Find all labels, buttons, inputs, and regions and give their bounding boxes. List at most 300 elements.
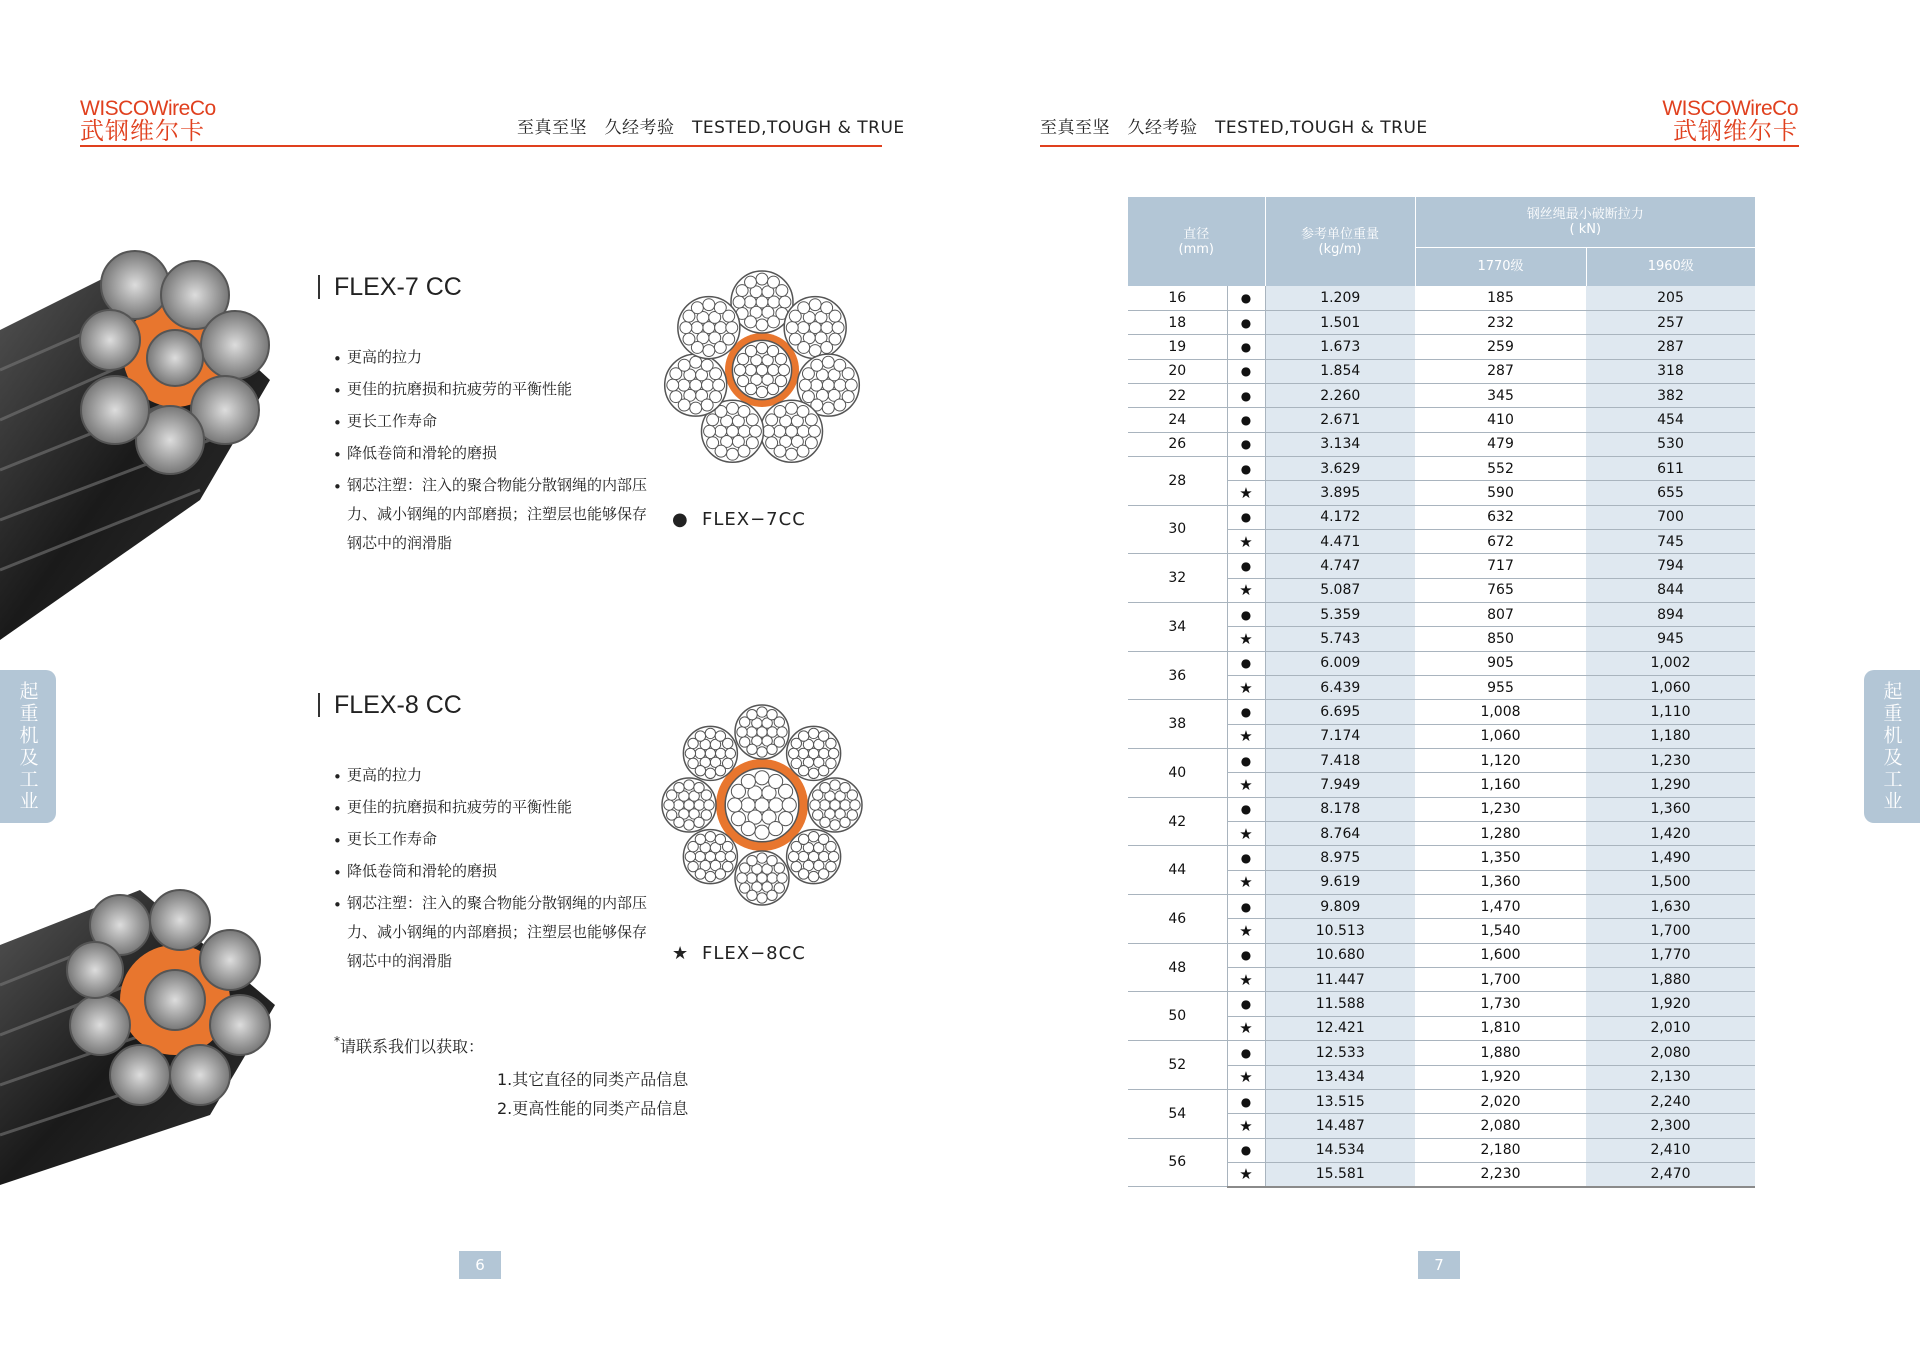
wire xyxy=(747,856,757,866)
brand-logo-en: WISCOWireCo xyxy=(1662,97,1798,120)
cell-weight: 13.434 xyxy=(1265,1065,1415,1089)
wire xyxy=(808,768,818,778)
cell-weight: 13.515 xyxy=(1265,1089,1415,1113)
cell-grade-1960: 1,002 xyxy=(1586,651,1755,675)
feature-item: • 更高的拉力 xyxy=(333,348,423,368)
feature-item: • 更长工作寿命 xyxy=(333,412,438,432)
cell-diameter: 28 xyxy=(1128,456,1227,505)
cell-diameter: 50 xyxy=(1128,992,1227,1041)
legend-label: FLEX−7CC xyxy=(702,509,806,530)
table-row xyxy=(1128,310,1755,334)
cell-grade-1770: 1,880 xyxy=(1415,1041,1586,1065)
wire xyxy=(690,402,702,414)
cell-grade-1960: 1,700 xyxy=(1586,919,1755,943)
cell-grade-1770: 1,350 xyxy=(1415,846,1586,870)
wire xyxy=(779,296,791,308)
wire xyxy=(820,783,830,793)
wire xyxy=(798,302,810,314)
cell-symbol: ★ xyxy=(1227,529,1265,553)
cell-grade-1770: 905 xyxy=(1415,651,1586,675)
cell-weight: 2.260 xyxy=(1265,383,1415,407)
cell-symbol: ● xyxy=(1227,408,1265,432)
cell-symbol: ★ xyxy=(1227,1162,1265,1186)
wire xyxy=(813,810,823,820)
cell-weight: 1.854 xyxy=(1265,359,1415,383)
cell-weight: 8.178 xyxy=(1265,797,1415,821)
cell-symbol: ● xyxy=(1227,846,1265,870)
cell-symbol: ● xyxy=(1227,335,1265,359)
wire xyxy=(755,771,769,785)
wire xyxy=(715,869,725,879)
wire xyxy=(713,379,725,391)
cell-grade-1770: 955 xyxy=(1415,676,1586,700)
wire xyxy=(705,831,715,841)
cell-grade-1770: 672 xyxy=(1415,529,1586,553)
cell-weight: 7.949 xyxy=(1265,773,1415,797)
side-tab-label: 起重机及工业 xyxy=(16,680,39,813)
cell-diameter: 24 xyxy=(1128,408,1227,432)
cell-grade-1770: 232 xyxy=(1415,310,1586,334)
contact-note xyxy=(334,1034,484,1057)
table-row xyxy=(1128,456,1755,480)
wire xyxy=(840,817,850,827)
cell-diameter: 30 xyxy=(1128,505,1227,554)
wire xyxy=(756,342,767,353)
cell-symbol: ● xyxy=(1227,602,1265,626)
wire xyxy=(832,322,844,334)
cell-symbol: ● xyxy=(1227,383,1265,407)
cell-grade-1770: 2,230 xyxy=(1415,1162,1586,1186)
cell-grade-1960: 2,300 xyxy=(1586,1114,1755,1138)
feature-list-flex7 xyxy=(333,343,657,558)
wire xyxy=(775,353,786,364)
cell-weight: 12.533 xyxy=(1265,1041,1415,1065)
page-number: 6 xyxy=(459,1251,501,1279)
header-grade-1770: 1770级 xyxy=(1415,247,1586,286)
wire xyxy=(766,437,778,449)
wire xyxy=(818,869,828,879)
wire xyxy=(847,790,857,800)
cell-grade-1770: 479 xyxy=(1415,432,1586,456)
cell-grade-1770: 1,920 xyxy=(1415,1065,1586,1089)
cell-grade-1770: 1,120 xyxy=(1415,749,1586,773)
wire xyxy=(685,851,695,861)
wire xyxy=(678,359,690,371)
wire xyxy=(828,851,838,861)
cell-diameter: 52 xyxy=(1128,1041,1227,1090)
wire xyxy=(745,276,757,288)
cell-grade-1770: 1,470 xyxy=(1415,895,1586,919)
cell-grade-1960: 1,500 xyxy=(1586,870,1755,894)
wire xyxy=(725,748,735,758)
wire xyxy=(822,402,834,414)
cell-weight: 11.588 xyxy=(1265,992,1415,1016)
cell-weight: 5.743 xyxy=(1265,627,1415,651)
cell-grade-1960: 382 xyxy=(1586,383,1755,407)
cell-grade-1960: 794 xyxy=(1586,554,1755,578)
table-row xyxy=(1128,1138,1755,1162)
wire xyxy=(740,883,750,893)
cell-diameter: 36 xyxy=(1128,651,1227,700)
wire xyxy=(685,748,695,758)
table-row xyxy=(1128,846,1755,870)
wire xyxy=(667,810,677,820)
product-title-flex7: FLEX-7 CC xyxy=(318,275,462,299)
wire xyxy=(822,356,834,368)
cell-grade-1770: 287 xyxy=(1415,359,1586,383)
table-row xyxy=(1128,992,1755,1016)
cell-weight: 6.009 xyxy=(1265,651,1415,675)
cell-symbol: ● xyxy=(1227,1138,1265,1162)
wire xyxy=(808,871,818,881)
wire xyxy=(821,342,833,354)
header-rule xyxy=(1040,145,1799,147)
wire xyxy=(704,800,714,810)
table-row xyxy=(1128,651,1755,675)
cell-weight: 5.087 xyxy=(1265,578,1415,602)
wire xyxy=(798,834,808,844)
cell-weight: 14.534 xyxy=(1265,1138,1415,1162)
wire xyxy=(774,405,786,417)
wire xyxy=(774,863,784,873)
cell-symbol: ★ xyxy=(1227,1114,1265,1138)
cell-weight: 10.680 xyxy=(1265,943,1415,967)
cell-symbol: ★ xyxy=(1227,481,1265,505)
cell-weight: 4.471 xyxy=(1265,529,1415,553)
wire xyxy=(828,748,838,758)
wire xyxy=(694,817,704,827)
bullet-icon: ● xyxy=(672,509,689,530)
cell-grade-1960: 1,360 xyxy=(1586,797,1755,821)
feature-item: • 更佳的抗磨损和抗疲劳的平衡性能 xyxy=(333,380,573,400)
cell-diameter: 44 xyxy=(1128,846,1227,895)
wire xyxy=(705,768,715,778)
side-tab-label: 起重机及工业 xyxy=(1880,680,1903,813)
wire xyxy=(688,758,698,768)
wire xyxy=(737,375,748,386)
legend-flex8 xyxy=(672,943,806,964)
wire xyxy=(728,798,742,812)
wire xyxy=(674,783,684,793)
cell-weight: 9.809 xyxy=(1265,895,1415,919)
cell-grade-1770: 765 xyxy=(1415,578,1586,602)
wire xyxy=(777,727,787,737)
wire xyxy=(774,717,784,727)
wire xyxy=(826,738,836,748)
feature-item: • 降低卷筒和滑轮的磨损 xyxy=(333,444,498,464)
note-item: 2.更高性能的同类产品信息 xyxy=(497,1099,689,1118)
wire xyxy=(757,893,767,903)
wire xyxy=(740,737,750,747)
wire xyxy=(834,399,846,411)
wire xyxy=(788,748,798,758)
slogan: 至真至坚 久经考验 TESTED,TOUGH & TRUE xyxy=(1040,118,1428,138)
right-page xyxy=(960,0,1920,1358)
cell-weight: 6.439 xyxy=(1265,676,1415,700)
feature-item: • 钢芯注塑：注入的聚合物能分散钢绳的内部压力、减小钢绳的内部磨损；注塑层也能够保存钢芯中的润滑脂 xyxy=(333,894,648,970)
cell-grade-1770: 259 xyxy=(1415,335,1586,359)
cell-grade-1770: 1,280 xyxy=(1415,822,1586,846)
star-icon: ★ xyxy=(672,943,690,964)
wire xyxy=(805,414,817,426)
cell-grade-1960: 745 xyxy=(1586,529,1755,553)
cell-symbol: ★ xyxy=(1227,1016,1265,1040)
wire xyxy=(798,731,808,741)
cell-grade-1770: 807 xyxy=(1415,602,1586,626)
cell-symbol: ● xyxy=(1227,310,1265,334)
brand-logo-cn: 武钢维尔卡 xyxy=(1673,117,1798,145)
cell-diameter: 20 xyxy=(1128,359,1227,383)
cell-weight: 12.421 xyxy=(1265,1016,1415,1040)
cell-symbol: ★ xyxy=(1227,578,1265,602)
wire xyxy=(731,812,745,826)
cell-grade-1770: 1,540 xyxy=(1415,919,1586,943)
cell-symbol: ● xyxy=(1227,359,1265,383)
table-row xyxy=(1128,943,1755,967)
category-side-tab[interactable] xyxy=(0,670,56,823)
table-row xyxy=(1128,1089,1755,1113)
wire xyxy=(710,368,722,380)
table-row xyxy=(1128,432,1755,456)
cell-weight: 10.513 xyxy=(1265,919,1415,943)
wire xyxy=(705,728,715,738)
cell-symbol: ★ xyxy=(1227,822,1265,846)
cell-grade-1770: 632 xyxy=(1415,505,1586,529)
wire xyxy=(737,727,747,737)
wire xyxy=(791,758,801,768)
wire xyxy=(747,710,757,720)
product-title-flex8: FLEX-8 CC xyxy=(318,693,462,717)
cell-weight: 14.487 xyxy=(1265,1114,1415,1138)
feature-item: • 更长工作寿命 xyxy=(333,830,438,850)
wire xyxy=(664,800,674,810)
wire xyxy=(829,310,841,322)
cell-symbol: ● xyxy=(1227,1041,1265,1065)
wire xyxy=(746,414,758,426)
cell-grade-1770: 1,730 xyxy=(1415,992,1586,1016)
wire xyxy=(695,834,705,844)
cell-weight: 8.975 xyxy=(1265,846,1415,870)
cell-grade-1960: 945 xyxy=(1586,627,1755,651)
cell-symbol: ● xyxy=(1227,943,1265,967)
cell-diameter: 22 xyxy=(1128,383,1227,407)
cell-grade-1960: 1,770 xyxy=(1586,943,1755,967)
wire xyxy=(756,386,767,397)
wire xyxy=(745,345,756,356)
wire xyxy=(811,359,823,371)
wire xyxy=(782,798,796,812)
cell-diameter: 46 xyxy=(1128,895,1227,944)
cell-symbol: ● xyxy=(1227,554,1265,578)
wire xyxy=(756,273,768,285)
cell-grade-1960: 611 xyxy=(1586,456,1755,480)
wire xyxy=(802,391,814,403)
wire xyxy=(830,820,840,830)
table-row xyxy=(1128,335,1755,359)
cell-symbol: ● xyxy=(1227,992,1265,1016)
brand-logo-cn: 武钢维尔卡 xyxy=(80,117,205,145)
wire xyxy=(714,342,726,354)
cell-grade-1770: 345 xyxy=(1415,383,1586,407)
cell-grade-1770: 1,810 xyxy=(1415,1016,1586,1040)
wire xyxy=(670,391,682,403)
wire xyxy=(703,345,715,357)
cell-grade-1770: 1,008 xyxy=(1415,700,1586,724)
cell-weight: 2.671 xyxy=(1265,408,1415,432)
cell-diameter: 40 xyxy=(1128,749,1227,798)
cell-grade-1770: 1,060 xyxy=(1415,724,1586,748)
header-weight: 参考单位重量 (kg/m) xyxy=(1265,197,1415,286)
cell-grade-1960: 1,060 xyxy=(1586,676,1755,700)
cell-grade-1770: 410 xyxy=(1415,408,1586,432)
wire xyxy=(727,402,739,414)
table-row xyxy=(1128,797,1755,821)
wire xyxy=(683,333,695,345)
flex7-cross-section xyxy=(657,265,867,475)
cell-grade-1770: 1,700 xyxy=(1415,968,1586,992)
category-side-tab[interactable] xyxy=(1864,670,1920,823)
wire xyxy=(768,316,780,328)
cell-weight: 4.172 xyxy=(1265,505,1415,529)
wire xyxy=(767,890,777,900)
cell-symbol: ● xyxy=(1227,749,1265,773)
cell-grade-1960: 530 xyxy=(1586,432,1755,456)
cell-symbol: ● xyxy=(1227,1089,1265,1113)
cell-weight: 1.501 xyxy=(1265,310,1415,334)
cell-grade-1770: 2,180 xyxy=(1415,1138,1586,1162)
cell-grade-1960: 2,240 xyxy=(1586,1089,1755,1113)
contact-note-title: 请联系我们以获取： xyxy=(340,1037,485,1056)
wire xyxy=(684,780,694,790)
feature-list-flex8 xyxy=(333,761,657,976)
cell-weight: 9.619 xyxy=(1265,870,1415,894)
wire xyxy=(786,448,798,460)
cell-grade-1960: 1,180 xyxy=(1586,724,1755,748)
cell-symbol: ★ xyxy=(1227,676,1265,700)
wire xyxy=(701,790,711,800)
wire xyxy=(779,784,793,798)
table-row xyxy=(1128,505,1755,529)
table-row xyxy=(1128,700,1755,724)
wire xyxy=(667,379,679,391)
wire xyxy=(767,383,778,394)
cell-symbol: ★ xyxy=(1227,919,1265,943)
cell-weight: 15.581 xyxy=(1265,1162,1415,1186)
wire xyxy=(763,425,775,437)
cell-grade-1960: 318 xyxy=(1586,359,1755,383)
wire xyxy=(691,302,703,314)
cell-weight: 8.764 xyxy=(1265,822,1415,846)
cell-grade-1770: 850 xyxy=(1415,627,1586,651)
cell-weight: 1.673 xyxy=(1265,335,1415,359)
cell-weight: 7.418 xyxy=(1265,749,1415,773)
cell-grade-1960: 205 xyxy=(1586,286,1755,310)
wire xyxy=(842,368,854,380)
cell-symbol: ● xyxy=(1227,797,1265,821)
wire xyxy=(727,448,739,460)
table-row xyxy=(1128,408,1755,432)
spec-table xyxy=(1128,197,1755,1188)
cell-grade-1960: 1,420 xyxy=(1586,822,1755,846)
feature-item: • 更高的拉力 xyxy=(333,766,423,786)
wire xyxy=(757,707,767,717)
table-row xyxy=(1128,383,1755,407)
cell-weight: 11.447 xyxy=(1265,968,1415,992)
wire xyxy=(723,310,735,322)
wire xyxy=(756,319,768,331)
wire xyxy=(797,445,809,457)
cell-diameter: 19 xyxy=(1128,335,1227,359)
flex8-cross-section xyxy=(657,700,867,910)
cell-symbol: ★ xyxy=(1227,968,1265,992)
wire xyxy=(701,399,713,411)
cell-grade-1770: 1,360 xyxy=(1415,870,1586,894)
header-diameter: 直径 (mm) xyxy=(1128,197,1265,286)
wire xyxy=(850,800,860,810)
note-item: 1.其它直径的同类产品信息 xyxy=(497,1070,689,1089)
cell-grade-1960: 894 xyxy=(1586,602,1755,626)
cell-grade-1770: 1,230 xyxy=(1415,797,1586,821)
cell-grade-1960: 700 xyxy=(1586,505,1755,529)
feature-item: • 更佳的抗磨损和抗疲劳的平衡性能 xyxy=(333,798,573,818)
table-row xyxy=(1128,602,1755,626)
table-row xyxy=(1128,749,1755,773)
wire xyxy=(715,765,725,775)
cell-symbol: ★ xyxy=(1227,1065,1265,1089)
cell-grade-1770: 590 xyxy=(1415,481,1586,505)
cell-grade-1770: 2,020 xyxy=(1415,1089,1586,1113)
cell-diameter: 54 xyxy=(1128,1089,1227,1138)
cell-grade-1960: 2,130 xyxy=(1586,1065,1755,1089)
cell-diameter: 26 xyxy=(1128,432,1227,456)
wire xyxy=(757,747,767,757)
wire xyxy=(830,780,840,790)
wire xyxy=(722,841,732,851)
wire xyxy=(808,831,818,841)
wire xyxy=(788,851,798,861)
table-row xyxy=(1128,895,1755,919)
wire xyxy=(777,873,787,883)
cell-diameter: 48 xyxy=(1128,943,1227,992)
cell-grade-1960: 454 xyxy=(1586,408,1755,432)
wire xyxy=(789,333,801,345)
wire xyxy=(703,299,715,311)
cell-grade-1960: 655 xyxy=(1586,481,1755,505)
header-rule xyxy=(80,145,882,147)
cell-weight: 6.695 xyxy=(1265,700,1415,724)
cell-weight: 3.134 xyxy=(1265,432,1415,456)
cell-grade-1960: 2,470 xyxy=(1586,1162,1755,1186)
cell-diameter: 56 xyxy=(1128,1138,1227,1187)
table-row xyxy=(1128,1041,1755,1065)
wire xyxy=(791,861,801,871)
wire xyxy=(757,853,767,863)
wire xyxy=(725,851,735,861)
cell-weight: 5.359 xyxy=(1265,602,1415,626)
wire xyxy=(818,765,828,775)
legend-label: FLEX−8CC xyxy=(702,943,806,964)
wire xyxy=(808,728,818,738)
slogan: 至真至坚 久经考验 TESTED,TOUGH & TRUE xyxy=(517,118,905,138)
wire xyxy=(769,822,783,836)
cell-symbol: ● xyxy=(1227,651,1265,675)
cell-diameter: 38 xyxy=(1128,700,1227,749)
wire xyxy=(695,731,705,741)
cell-grade-1770: 1,600 xyxy=(1415,943,1586,967)
wire xyxy=(733,296,745,308)
flex7-rope-photo xyxy=(0,240,270,640)
header-strength: 钢丝绳最小破断拉力 ( kN) xyxy=(1415,197,1755,247)
